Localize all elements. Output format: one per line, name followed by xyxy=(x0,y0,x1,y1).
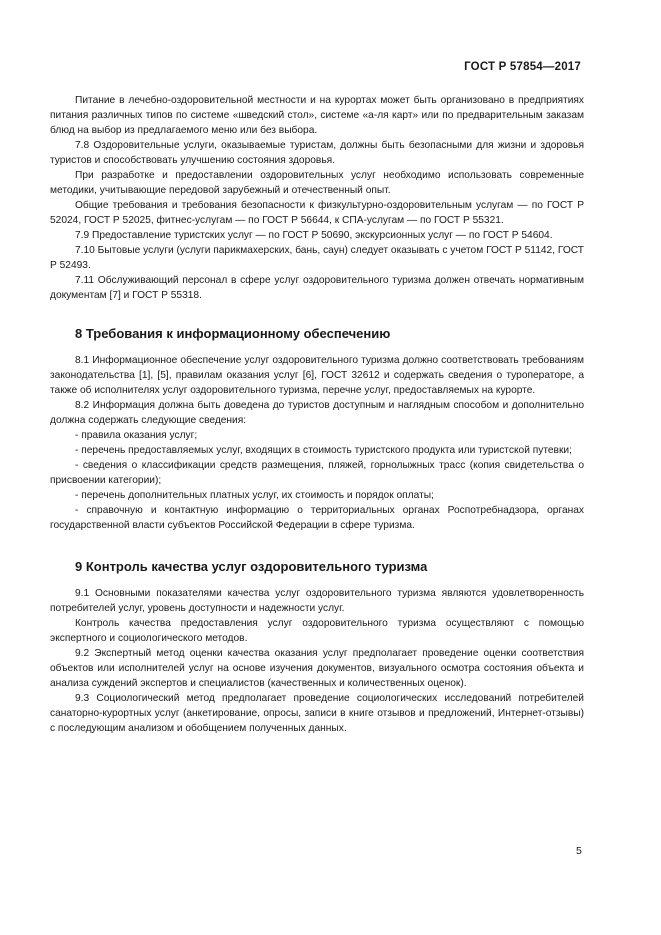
paragraph: 7.8 Оздоровительные услуги, оказываемые туристам, должны быть безопасными для жизни и здоровья туристов и способствовать улучшению состояния здоровья. xyxy=(50,140,584,166)
list-item: - сведения о классификации средств размещения, пляжей, горнолыжных трасс (копия свидетельства о присвоении категории); xyxy=(50,460,584,486)
paragraph: 7.11 Обслуживающий персонал в сфере услуг оздоровительного туризма должен отвечать нормативным документам [7] и ГОСТ Р 55318. xyxy=(50,275,584,301)
section-8-heading: 8 Требования к информационному обеспечению xyxy=(75,326,391,341)
paragraph: Питание в лечебно-оздоровительной местности и на курортах может быть организовано в предприятиях питания различных типов по системе «шведский стол», системе «а-ля карт» или по предварительным заказам блюд на выбор из предлагаемого меню или без выбора. xyxy=(50,95,584,136)
paragraph: 7.10 Бытовые услуги (услуги парикмахерских, бань, саун) следует оказывать с учетом ГОСТ Р 51142, ГОСТ Р 52493. xyxy=(50,245,584,271)
page-number: 5 xyxy=(576,845,582,857)
paragraph: 9.3 Социологический метод предполагает проведение социологических исследований потребителей санаторно-курортных услуг (анкетирование, опросы, записи в книге отзывов и предложений, Интернет-отзывы) с последующим анализом и обобщением полученных данных. xyxy=(50,693,584,734)
section-9-heading: 9 Контроль качества услуг оздоровительного туризма xyxy=(75,559,428,574)
page-content xyxy=(50,93,584,736)
list-item: - правила оказания услуг; xyxy=(75,430,198,441)
document-header: ГОСТ Р 57854—2017 xyxy=(464,61,581,73)
paragraph: 9.1 Основными показателями качества услуг оздоровительного туризма являются удовлетворенность потребителей услуг, уровень доступности и надежности услуг. xyxy=(50,588,584,614)
paragraph: Контроль качества предоставления услуг оздоровительного туризма осуществляют с помощью экспертного и социологического методов. xyxy=(50,618,584,644)
paragraph: 8.1 Информационное обеспечение услуг оздоровительного туризма должно соответствовать требованиям законодательства [1], [5], правилам оказания услуг [6], ГОСТ 32612 и содержать сведения о туроператоре, а также об исполнителях услуг оздоровительного туризма, перечне услуг, предоставляемых на курорте. xyxy=(50,355,584,396)
paragraph: 9.2 Экспертный метод оценки качества оказания услуг предполагает проведение оценки соответствия объектов или исполнителей услуг на основе изучения документов, визуального осмотра состояния объекта и анализа суждений экспертов и специалистов (качественных и количественных оценок). xyxy=(50,648,584,689)
paragraph: При разработке и предоставлении оздоровительных услуг необходимо использовать современные методики, учитывающие передовой зарубежный и отечественный опыт. xyxy=(50,170,584,196)
list-item: - перечень предоставляемых услуг, входящих в стоимость туристского продукта или туристской путевки; xyxy=(75,445,572,456)
paragraph: Общие требования и требования безопасности к физкультурно-оздоровительным услугам — по ГОСТ Р 52024, ГОСТ Р 52025, фитнес-услугам — по ГОСТ Р 56644, к СПА-услугам — по ГОСТ Р 55321. xyxy=(50,200,584,226)
list-item: - перечень дополнительных платных услуг, их стоимость и порядок оплаты; xyxy=(75,490,434,501)
paragraph: 8.2 Информация должна быть доведена до туристов доступным и наглядным способом и дополнительно должна содержать следующие сведения: xyxy=(50,400,584,426)
list-item: - справочную и контактную информацию о территориальных органах Роспотребнадзора, органах государственной власти субъектов Российской Федерации в сфере туризма. xyxy=(50,505,584,531)
paragraph: 7.9 Предоставление туристских услуг — по ГОСТ Р 50690, экскурсионных услуг — по ГОСТ Р 54604. xyxy=(75,230,553,241)
